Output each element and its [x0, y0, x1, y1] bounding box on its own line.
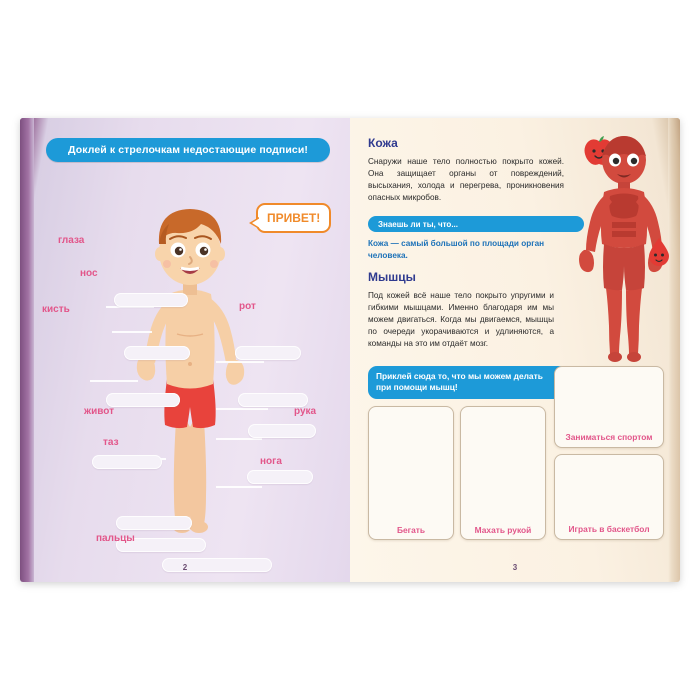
- drop-box-caption: Заниматься спортом: [565, 432, 653, 442]
- label-leg: нога: [260, 456, 282, 467]
- label-eyes: глаза: [58, 235, 85, 246]
- answer-slot[interactable]: [247, 470, 313, 484]
- label-fingers: пальцы: [96, 533, 135, 544]
- heading-muscles: Мышцы: [368, 270, 416, 284]
- answer-slot[interactable]: [92, 455, 162, 469]
- answer-slot[interactable]: [114, 293, 188, 307]
- did-you-know-label: Знаешь ли ты, что...: [378, 219, 458, 229]
- speech-bubble-text: ПРИВЕТ!: [267, 211, 321, 225]
- right-page: [350, 118, 680, 582]
- drop-box-caption: Играть в баскетбол: [568, 524, 650, 534]
- drop-box-wave[interactable]: [460, 406, 546, 540]
- task-text: Приклей сюда то, что мы можем делать при помощи мышц!: [376, 371, 543, 393]
- drop-box-caption: Бегать: [396, 525, 426, 535]
- leader-line: [216, 408, 268, 410]
- answer-slot[interactable]: [235, 346, 301, 360]
- did-you-know-banner: [368, 216, 584, 232]
- drop-box-run[interactable]: [368, 406, 454, 540]
- label-pelvis: таз: [103, 437, 119, 448]
- label-arm: рука: [294, 406, 317, 417]
- answer-slot[interactable]: [238, 393, 308, 407]
- drop-box-caption: Махать рукой: [474, 525, 532, 535]
- banner-title: Доклей к стрелочкам недостающие подписи!: [68, 144, 308, 156]
- answer-slot[interactable]: [248, 424, 316, 438]
- text-muscles: Под кожей всё наше тело покрыто упругими и гибкими мышцами. Именно благодаря им мы можем двигаться. Когда мы двигаемся, мышцы по очереди укорачиваются и удлиняются, а команды на это им отдаёт мозг.: [368, 291, 554, 348]
- label-nose: нос: [80, 268, 98, 279]
- task-banner: [368, 366, 568, 399]
- label-hand: кисть: [42, 304, 70, 315]
- label-belly: живот: [84, 406, 115, 417]
- leader-line: [112, 331, 152, 333]
- leader-line: [216, 486, 262, 488]
- page-number-right: 3: [512, 563, 518, 572]
- page-number-left: 2: [182, 563, 188, 572]
- label-mouth: рот: [239, 301, 256, 312]
- page-spine-left: [20, 118, 34, 582]
- drop-box-sport[interactable]: [554, 366, 664, 448]
- text-skin: Снаружи наше тело полностью покрыто кожей. Она защищает органы от повреждений, высыхания, холода и перегрева, проникновения опасных микробов.: [368, 157, 564, 202]
- answer-slot[interactable]: [116, 516, 192, 530]
- leader-line: [216, 438, 262, 440]
- left-page-banner: [46, 138, 330, 162]
- answer-slot[interactable]: [124, 346, 190, 360]
- speech-bubble: [256, 203, 331, 233]
- answer-slot[interactable]: [106, 393, 180, 407]
- left-page: [20, 118, 350, 582]
- leader-line: [90, 380, 138, 382]
- blood-drop-icon: [646, 236, 672, 266]
- drop-box-basketball[interactable]: [554, 454, 664, 540]
- did-you-know-fact: Кожа — самый большой по площади орган человека.: [368, 239, 545, 260]
- heading-skin: Кожа: [368, 136, 398, 150]
- book-spread: [20, 118, 680, 582]
- leader-line: [216, 361, 264, 363]
